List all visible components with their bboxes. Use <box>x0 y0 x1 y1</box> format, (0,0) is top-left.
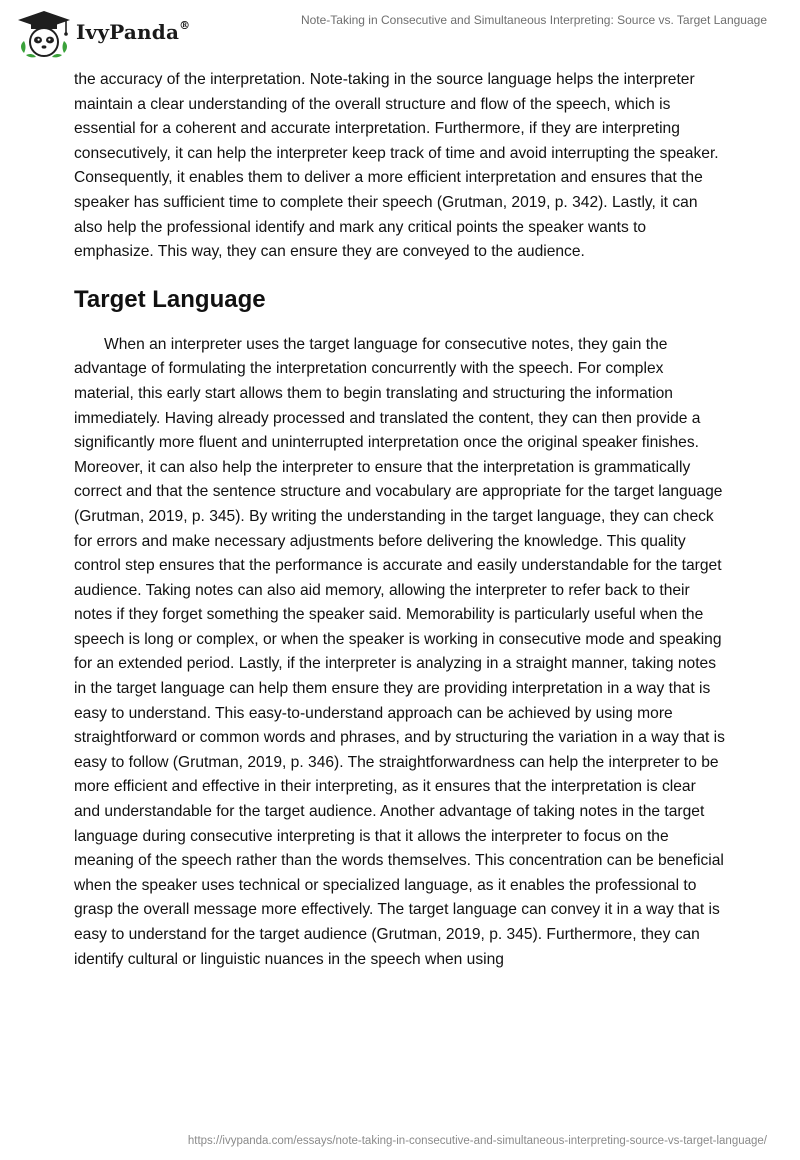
essay-body <box>74 68 726 972</box>
body-paragraph: When an interpreter uses the target language for consecutive notes, they gain the advantage of formulating the interpretation concurrently with the speech. For complex material, this early start allows them to begin translating and structuring the information immediately. Having already processed and translated the content, they can then provide a significantly more fluent and uninterrupted interpretation once the original speaker finishes. Moreover, it can also help the interpreter to ensure that the interpretation is grammatically correct and that the sentence structure and vocabulary are appropriate for the target language (Grutman, 2019, p. 345). By writing the understanding in the target language, they can check for errors and make necessary adjustments before delivering the knowledge. This quality control step ensures that the performance is accurate and easily understandable for the target audience. Taking notes can also aid memory, allowing the interpreter to refer back to their notes if they forget something the speaker said. Memorability is particularly useful when the speech is long or complex, or when the speaker is working in consecutive mode and speaking for an extended period. Lastly, if the interpreter is analyzing in a straight manner, taking notes in the target language can help them ensure they are providing interpretation in a way that is easy to understand. This easy-to-understand approach can be achieved by using more straightforward or common words and phrases, and by structuring the variation in a way that is easy to follow (Grutman, 2019, p. 346). The straightforwardness can help the interpreter to be more efficient and effective in their interpreting, as it ensures that the interpretation is clear and understandable for the target audience. Another advantage of taking notes in the target language during consecutive interpreting is that it allows the interpreter to focus on the meaning of the speech rather than the words themselves. This concentration can be beneficial when the speaker uses technical or specialized language, as it enables the professional to grasp the overall message more effectively. The target language can convey it in a way that is easy to understand for the target audience (Grutman, 2019, p. 345). Furthermore, they can identify cultural or linguistic nuances in the speech when using <box>74 335 725 968</box>
section-heading: Target Language <box>74 285 266 313</box>
body-paragraph: the accuracy of the interpretation. Note-taking in the source language helps the interpreter maintain a clear understanding of the overall structure and flow of the speech, which is essential for a coherent and accurate interpretation. Furthermore, if they are interpreting consecutively, it can help the interpreter keep track of time and avoid interrupting the speaker. Consequently, it enables them to deliver a more efficient interpretation and ensures that the speaker has sufficient time to complete their speech (Grutman, 2019, p. 342). Lastly, it can also help the professional identify and mark any critical points the speaker wants to emphasize. This way, they can ensure they are conveyed to the audience. <box>74 71 719 261</box>
page-header <box>0 0 800 70</box>
panda-graduation-cap-icon <box>14 9 74 59</box>
ivypanda-logo[interactable] <box>14 9 204 61</box>
running-title: Note-Taking in Consecutive and Simultaneous Interpreting: Source vs. Target Language <box>300 13 767 27</box>
logo-wordmark: IvyPanda® <box>76 19 191 44</box>
source-url[interactable]: https://ivypanda.com/essays/note-taking-in-consecutive-and-simultaneous-interpreting-source-vs-target-language/ <box>187 1135 767 1147</box>
